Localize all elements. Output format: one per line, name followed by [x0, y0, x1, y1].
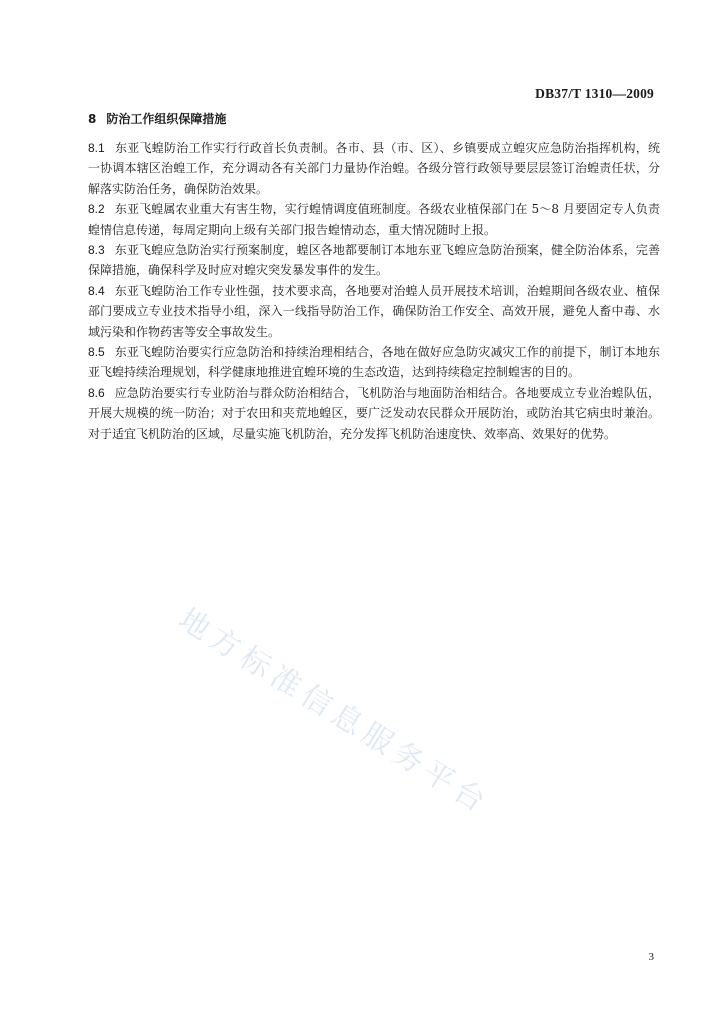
clause-text: 东亚飞蝗属农业重大有害生物，实行蝗情调度值班制度。各级农业植保部门在 5～8 月要固定专人负责蝗情信息传递，每周定期向上级有关部门报告蝗情动态，重大情况随时上报。 [88, 202, 660, 237]
clause-text: 东亚飞蝗防治要实行应急防治和持续治理相结合，各地在做好应急防灾减灾工作的前提下，制订本地东亚飞蝗持续治理规划，科学健康地推进宜蝗环境的生态改造，达到持续稳定控制蝗害的目的。 [88, 345, 660, 380]
clause-number: 8.5 [88, 345, 105, 360]
clause-text: 东亚飞蝗防治工作专业性强，技术要求高，各地要对治蝗人员开展技术培训，治蝗期间各级农业、植保部门要成立专业技术指导小组，深入一线指导防治工作，确保防治工作安全、高效开展，避免人畜中毒、水域污染和作物药害等安全事故发生。 [88, 283, 660, 339]
clause-8-1 [88, 138, 660, 199]
section-body [88, 138, 660, 444]
section-number: 8 [88, 112, 97, 126]
watermark: 地方标准信息服务平台 [172, 601, 497, 823]
clause-8-6 [88, 383, 660, 444]
clause-8-4 [88, 281, 660, 342]
clause-8-3 [88, 240, 660, 281]
section-heading [88, 110, 226, 127]
clause-number: 8.6 [88, 385, 105, 400]
clause-number: 8.1 [88, 141, 105, 155]
clause-8-5 [88, 342, 660, 383]
clause-number: 8.3 [88, 243, 105, 258]
section-title: 防治工作组织保障措施 [106, 112, 227, 126]
clause-text: 东亚飞蝗防治工作实行行政首长负责制。各市、县（市、区）、乡镇要成立蝗灾应急防治指挥机构，统一协调本辖区治蝗工作，充分调动各有关部门力量协作治蝗。各级分管行政领导要层层签订治蝗责任状，分解落实防治任务，确保防治效果。 [88, 141, 660, 196]
clause-text: 东亚飞蝗应急防治实行预案制度，蝗区各地都要制订本地东亚飞蝗应急防治预案，健全防治体系，完善保障措施，确保科学及时应对蝗灾突发暴发事件的发生。 [88, 243, 660, 278]
clause-number: 8.2 [88, 202, 105, 217]
clause-number: 8.4 [88, 283, 105, 298]
page-number: 3 [648, 951, 654, 963]
clause-8-2 [88, 199, 660, 240]
clause-text: 应急防治要实行专业防治与群众防治相结合，飞机防治与地面防治相结合。各地要成立专业治蝗队伍，开展大规模的统一防治；对于农田和夹荒地蝗区，要广泛发动农民群众开展防治，或防治其它病虫时兼治。对于适宜飞机防治的区域，尽量实施飞机防治，充分发挥飞机防治速度快、效率高、效果好的优势。 [88, 385, 660, 441]
standard-code: DB37/T 1310—2009 [535, 86, 654, 101]
